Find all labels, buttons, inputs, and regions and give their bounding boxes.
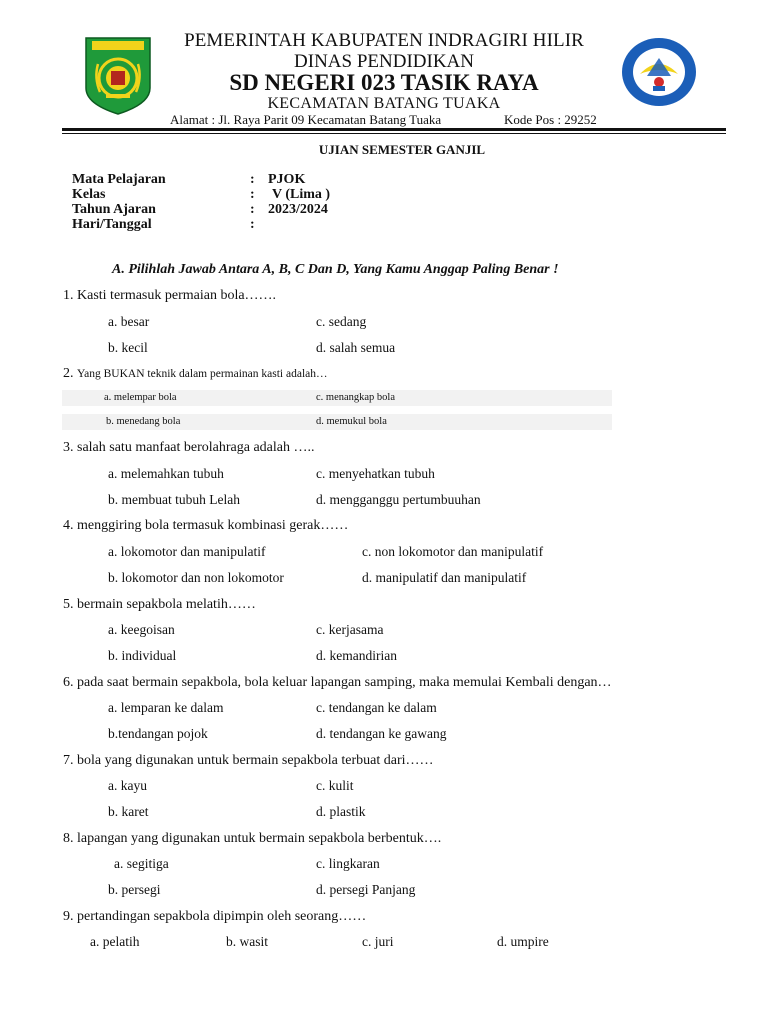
question-4: 4. menggiring bola termasuk kombinasi gerak……: [63, 518, 349, 533]
option-2a: a. melempar bola: [104, 392, 177, 403]
question-2-number: 2.: [63, 366, 74, 381]
tut-wuri-handayani-logo: [620, 36, 698, 108]
info-label-class: Kelas: [72, 187, 106, 202]
option-9b: b. wasit: [226, 934, 268, 949]
question-7: 7. bola yang digunakan untuk bermain sepakbola terbuat dari……: [63, 753, 434, 768]
question-3: 3. salah satu manfaat berolahraga adalah …..: [63, 440, 315, 455]
option-2b: b. menedang bola: [106, 416, 181, 427]
option-5b: b. individual: [108, 648, 177, 663]
question-1: 1. Kasti termasuk permaian bola…….: [63, 288, 277, 303]
info-colon: :: [250, 217, 255, 232]
option-8b: b. persegi: [108, 882, 161, 897]
option-1c: c. sedang: [316, 314, 367, 329]
info-colon: :: [250, 202, 255, 217]
header-district: KECAMATAN BATANG TUAKA: [267, 95, 501, 112]
info-colon: :: [250, 187, 255, 202]
option-7b: b. karet: [108, 804, 149, 819]
option-6a: a. lemparan ke dalam: [108, 700, 224, 715]
header-department: DINAS PENDIDIKAN: [294, 51, 474, 72]
header-postal-code: Kode Pos : 29252: [504, 112, 597, 127]
option-6c: c. tendangan ke dalam: [316, 700, 437, 715]
question-6: 6. pada saat bermain sepakbola, bola keluar lapangan samping, maka memulai Kembali dengan…: [63, 675, 612, 690]
header-address: Alamat : Jl. Raya Parit 09 Kecamatan Batang Tuaka: [170, 112, 442, 127]
option-4c: c. non lokomotor dan manipulatif: [362, 544, 544, 559]
info-label-subject: Mata Pelajaran: [72, 172, 166, 187]
option-7c: c. kulit: [316, 778, 354, 793]
option-3a: a. melemahkan tubuh: [108, 466, 224, 481]
option-8a: a. segitiga: [114, 856, 169, 871]
option-1d: d. salah semua: [316, 340, 396, 355]
option-6d: d. tendangan ke gawang: [316, 726, 447, 741]
option-9c: c. juri: [362, 934, 394, 949]
option-3d: d. mengganggu pertumbuuhan: [316, 492, 481, 507]
info-value-year: 2023/2024: [268, 202, 328, 217]
option-8c: c. lingkaran: [316, 856, 380, 871]
question-9: 9. pertandingan sepakbola dipimpin oleh seorang……: [63, 909, 367, 924]
option-6b: b.tendangan pojok: [108, 726, 208, 741]
option-1b: b. kecil: [108, 340, 148, 355]
option-7d: d. plastik: [316, 804, 366, 819]
info-value-class: V (Lima ): [272, 187, 331, 202]
header-divider-thick: [62, 128, 726, 131]
option-8d: d. persegi Panjang: [316, 882, 416, 897]
option-5c: c. kerjasama: [316, 622, 384, 637]
header-government: PEMERINTAH KABUPATEN INDRAGIRI HILIR: [184, 30, 584, 51]
option-5d: d. kemandirian: [316, 648, 397, 663]
option-4a: a. lokomotor dan manipulatif: [108, 544, 266, 559]
info-colon: :: [250, 172, 255, 187]
option-4d: d. manipulatif dan manipulatif: [362, 570, 527, 585]
header-school-name: SD NEGERI 023 TASIK RAYA: [229, 70, 539, 95]
info-label-year: Tahun Ajaran: [72, 202, 156, 217]
info-label-date: Hari/Tanggal: [72, 217, 152, 232]
option-7a: a. kayu: [108, 778, 147, 793]
instruction-text: A. Pilihlah Jawab Antara A, B, C Dan D, Yang Kamu Anggap Paling Benar !: [112, 262, 559, 277]
exam-title: UJIAN SEMESTER GANJIL: [318, 142, 486, 157]
option-1a: a. besar: [108, 314, 150, 329]
kabupaten-logo: [84, 36, 152, 116]
option-9d: d. umpire: [497, 934, 549, 949]
question-2: [63, 366, 328, 382]
question-8: 8. lapangan yang digunakan untuk bermain sepakbola berbentuk….: [63, 831, 442, 846]
option-4b: b. lokomotor dan non lokomotor: [108, 570, 284, 585]
question-2-text: Yang BUKAN teknik dalam permainan kasti adalah…: [77, 368, 328, 380]
option-5a: a. keegoisan: [108, 622, 175, 637]
info-value-subject: PJOK: [268, 172, 306, 187]
header-divider-thin: [62, 133, 726, 134]
option-9a: a. pelatih: [90, 934, 140, 949]
option-3c: c. menyehatkan tubuh: [316, 466, 435, 481]
option-3b: b. membuat tubuh Lelah: [108, 492, 240, 507]
option-2c: c. menangkap bola: [316, 392, 396, 403]
question-5: 5. bermain sepakbola melatih……: [63, 597, 256, 612]
option-2d: d. memukul bola: [316, 416, 387, 427]
